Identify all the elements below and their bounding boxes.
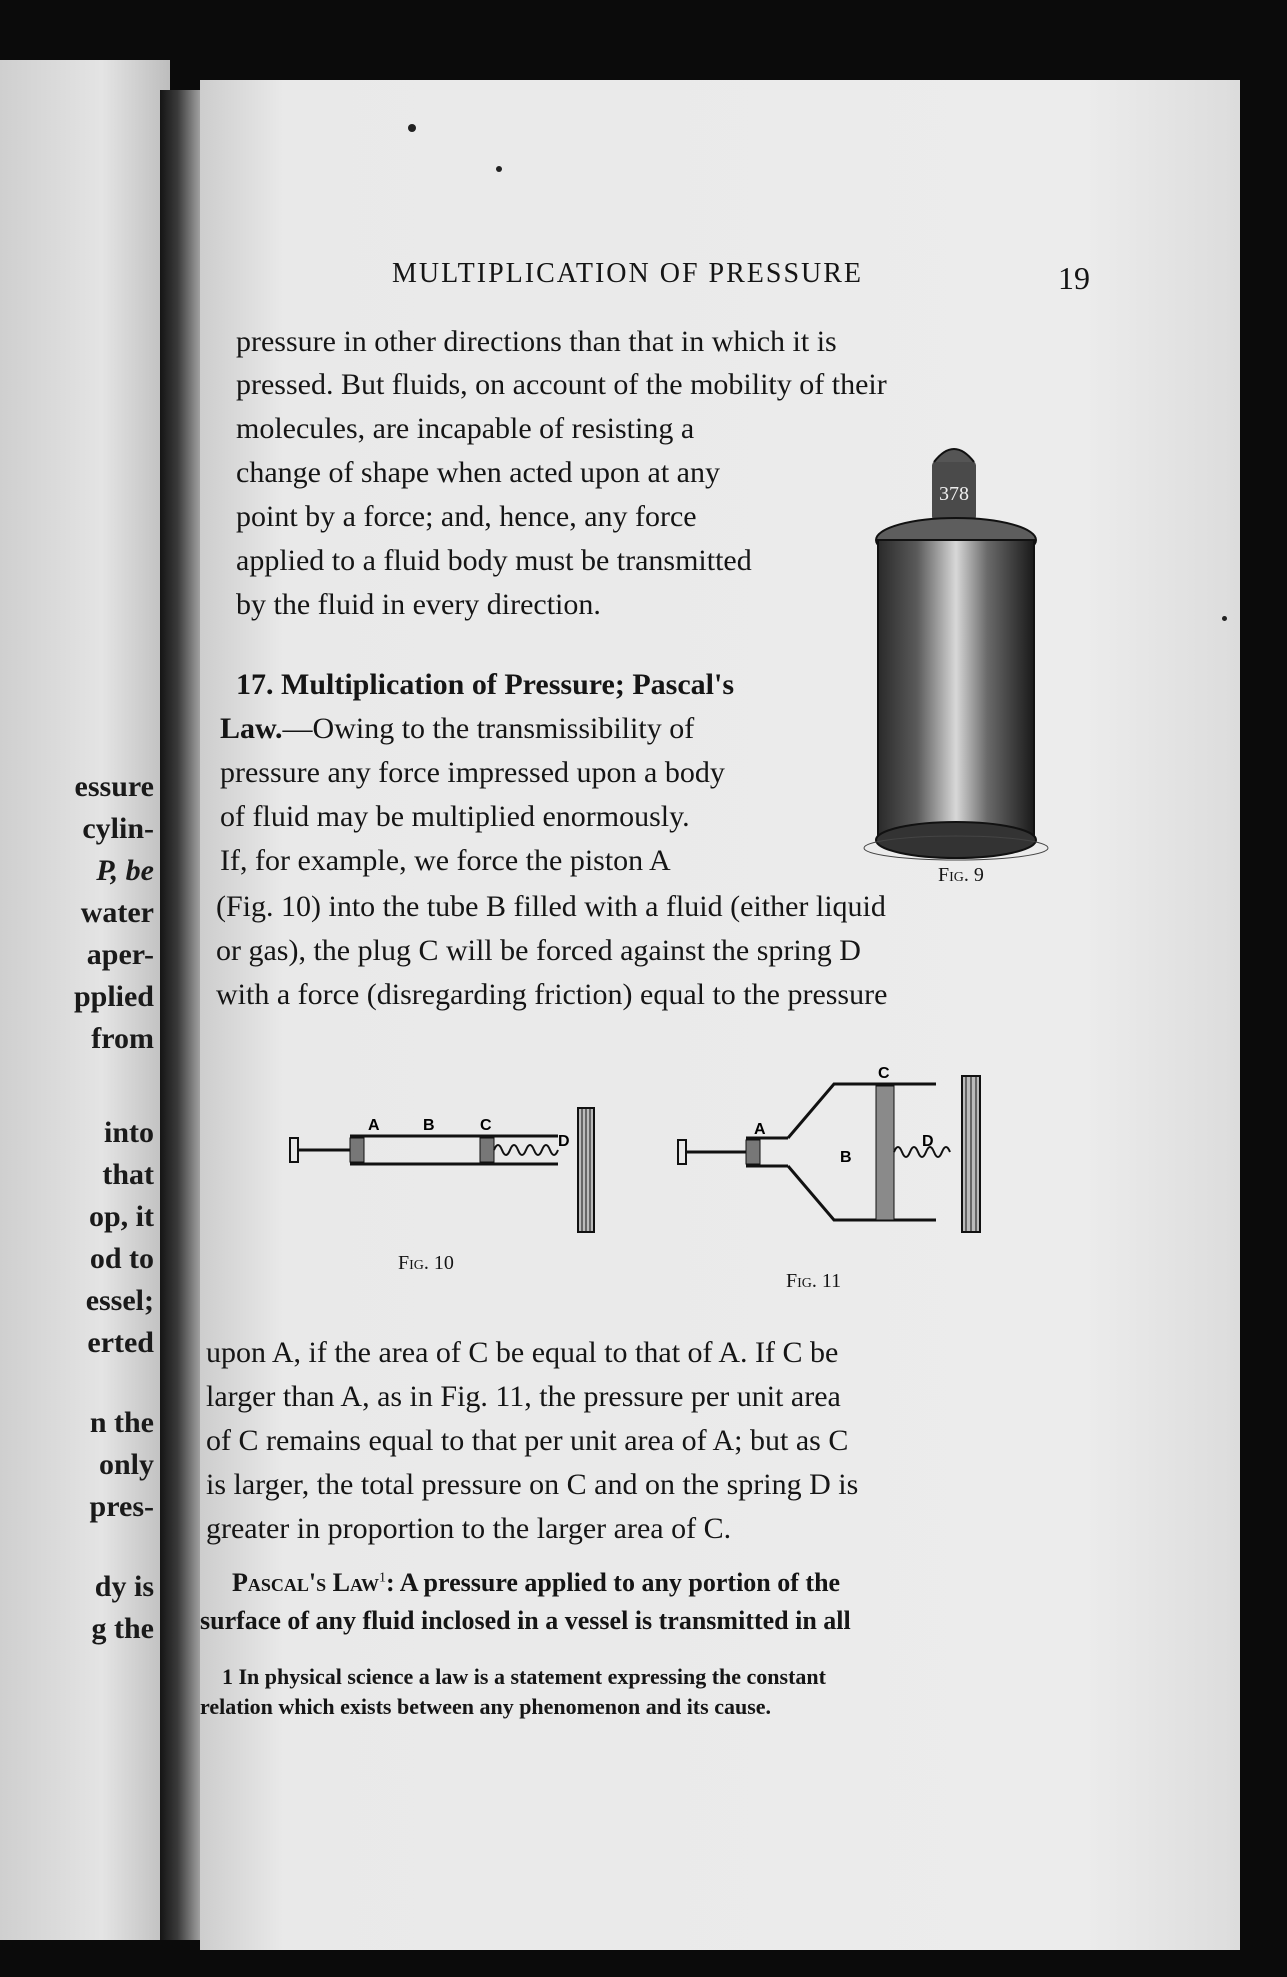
left-fragment: od to [89, 1242, 154, 1275]
body-line: of C remains equal to that per unit area of A; but as C [206, 1424, 849, 1457]
left-fragment: that [102, 1158, 154, 1191]
page-number: 19 [1058, 260, 1090, 296]
fig11-label-b: B [840, 1149, 852, 1166]
fig10-label-c: C [480, 1117, 492, 1134]
section-number: 17. [236, 668, 274, 701]
section-heading [236, 668, 734, 702]
left-fragment: pres- [89, 1490, 154, 1523]
body-line: larger than A, as in Fig. 11, the pressure per unit area [206, 1380, 841, 1413]
section-line: —Owing to the transmissibility of [282, 712, 695, 745]
left-fragment: essure [74, 770, 154, 803]
footnote-ref: 1 [378, 1570, 386, 1586]
body-line: molecules, are incapable of resisting a [236, 412, 695, 445]
left-fragment: water [80, 896, 154, 929]
fig9-caption: Fig. 9 [938, 864, 984, 886]
left-fragment: P, be [96, 854, 154, 887]
left-fragment: aper- [86, 938, 154, 971]
body-line: greater in proportion to the larger area of C. [206, 1512, 732, 1545]
fig11-caption: Fig. 11 [786, 1270, 842, 1292]
left-fragment: pplied [73, 980, 154, 1013]
fig11-label-c: C [878, 1065, 890, 1082]
left-fragment: g the [91, 1612, 154, 1645]
left-fragment: dy is [94, 1570, 154, 1603]
fig9-can-illustration [870, 440, 1050, 860]
body-line: pressed. But fluids, on account of the mobility of their [236, 368, 887, 401]
fig11-label-d: D [922, 1133, 934, 1150]
fig11-diagram [676, 1062, 996, 1262]
body-line: (Fig. 10) into the tube B filled with a fluid (either liquid [216, 890, 886, 923]
pascal-law-text: : A pressure applied to any portion of the [385, 1568, 841, 1597]
left-facing-page [0, 60, 170, 1940]
body-line: If, for example, we force the piston A [220, 844, 671, 877]
fig10-label-b: B [423, 1117, 435, 1134]
left-fragment: only [98, 1448, 154, 1481]
body-line: point by a force; and, hence, any force [236, 500, 697, 533]
pascal-law-line [232, 1568, 840, 1598]
pascal-law-line: surface of any fluid inclosed in a vessel is transmitted in all [200, 1606, 851, 1635]
pascal-law-label: Pascal's Law [232, 1568, 379, 1597]
left-fragment: from [91, 1022, 154, 1055]
fig10-caption: Fig. 10 [398, 1252, 454, 1274]
body-line: is larger, the total pressure on C and on the spring D is [206, 1468, 859, 1501]
body-line: by the fluid in every direction. [236, 588, 601, 621]
body-line: pressure any force impressed upon a body [220, 756, 725, 789]
footnote-line: 1 In physical science a law is a statement expressing the constant [222, 1664, 826, 1689]
section-title: Multiplication of Pressure; Pascal's [281, 668, 735, 701]
speck [408, 124, 416, 132]
body-line: of fluid may be multiplied enormously. [220, 800, 690, 833]
fig10-label-d: D [558, 1133, 570, 1150]
left-fragment: into [103, 1116, 154, 1149]
fig11-label-a: A [754, 1121, 766, 1138]
left-fragment: essel; [85, 1284, 154, 1317]
left-fragment: op, it [88, 1200, 154, 1233]
body-line: upon A, if the area of C be equal to that of A. If C be [206, 1336, 839, 1369]
section-title-cont: Law. [220, 712, 283, 745]
left-fragment: cylin- [82, 812, 154, 845]
footnote-line: relation which exists between any phenomenon and its cause. [200, 1694, 772, 1719]
body-line: applied to a fluid body must be transmitted [236, 544, 752, 577]
left-fragment: n the [89, 1406, 154, 1439]
body-line [220, 712, 694, 746]
body-line: or gas), the plug C will be forced against the spring D [216, 934, 861, 967]
body-line: change of shape when acted upon at any [236, 456, 720, 489]
body-line: with a force (disregarding friction) equal to the pressure [216, 978, 888, 1011]
fig10-label-a: A [368, 1117, 380, 1134]
fig9-can-label: 378 [939, 483, 969, 505]
left-fragment: erted [87, 1326, 154, 1359]
fig10-diagram [288, 1100, 608, 1240]
running-head: MULTIPLICATION OF PRESSURE [392, 258, 864, 289]
speck [1222, 616, 1227, 621]
speck [496, 166, 502, 172]
body-line: pressure in other directions than that in which it is [236, 325, 837, 358]
